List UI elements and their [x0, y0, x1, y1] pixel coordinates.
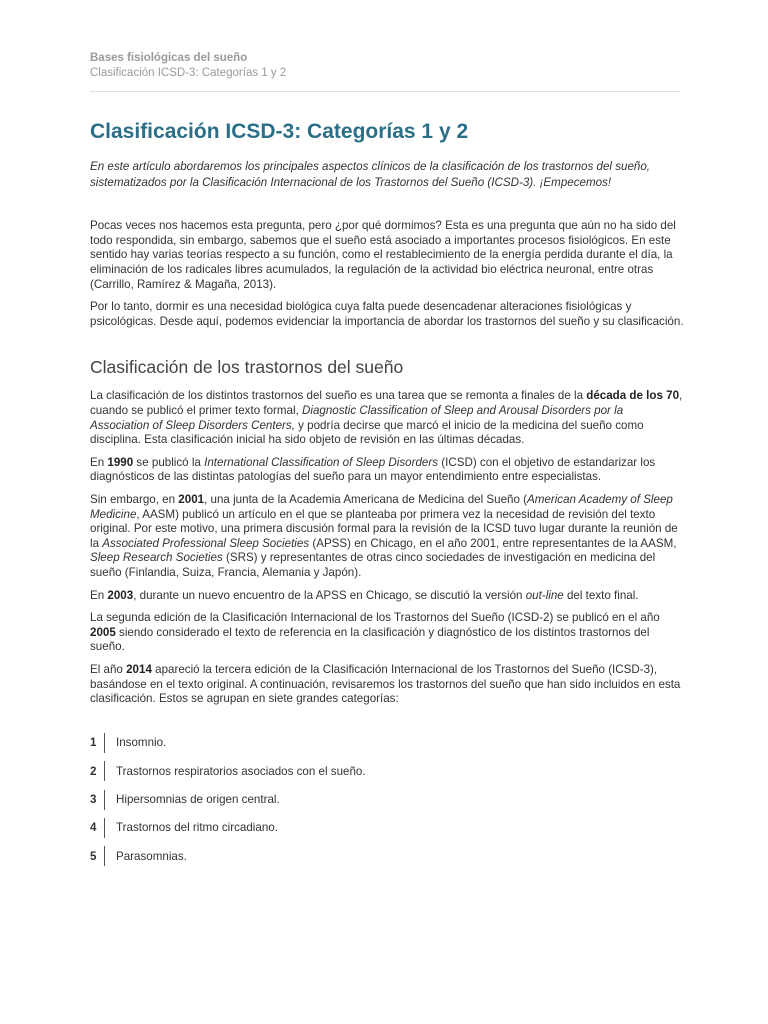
paragraph	[90, 663, 685, 707]
article-intro: En este artículo abordaremos los principales aspectos clínicos de la clasificación de los trastornos del sueño, sistematizados por la Clasificación Internacional de los Trastornos del Sueño (ICSD-3). ¡Empecemos!	[90, 160, 651, 190]
header-divider	[90, 91, 680, 92]
list-item-label: Trastornos del ritmo circadiano.	[116, 821, 278, 835]
list-item	[90, 846, 685, 866]
paragraph	[90, 611, 685, 655]
text-run: En	[90, 588, 108, 602]
list-item-label: Trastornos respiratorios asociados con el sueño.	[116, 764, 366, 778]
italic-text: Diagnostic Classification of Sleep and Arousal Disorders por la Association of Sleep Disorders Centers,	[90, 404, 624, 432]
list-item	[90, 733, 685, 753]
paragraph: Por lo tanto, dormir es una necesidad biológica cuya falta puede desencadenar alteraciones fisiológicas y psicológicas. Desde aquí, podemos evidenciar la importancia de abordar los trastornos del sueño y su clasificación.	[90, 300, 684, 328]
list-divider	[104, 846, 105, 866]
text-run: La segunda edición de la Clasificación Internacional de los Trastornos del Sueño (ICSD-2) se publicó en el año	[90, 611, 660, 625]
text-run: se publicó la	[133, 455, 205, 469]
list-number: 3	[90, 793, 97, 807]
text-run: siendo considerado el texto de referencia en la clasificación y diagnóstico de los distintos trastornos del sueño.	[90, 625, 650, 654]
paragraph	[90, 456, 685, 485]
bold-text: 2001	[178, 493, 205, 507]
list-divider	[104, 733, 105, 753]
paragraph	[90, 589, 685, 604]
italic-text: out-line	[525, 588, 564, 602]
text-run: , una junta de la Academia Americana de Medicina del Sueño (	[204, 493, 527, 507]
list-divider	[104, 761, 105, 781]
list-divider	[104, 818, 105, 838]
list-number: 1	[90, 736, 97, 750]
section-title: Clasificación de los trastornos del sueño	[90, 357, 404, 378]
italic-text: International Classification of Sleep Disorders	[204, 455, 439, 469]
paragraph	[90, 493, 685, 581]
text-run: En	[90, 455, 108, 469]
text-run: (ICSD) con el objetivo de estandarizar los diagnósticos de las distintas patologías del sueño para un mayor entendimiento entre especialistas.	[90, 455, 656, 484]
category-list	[90, 733, 685, 867]
breadcrumb	[90, 52, 680, 79]
italic-text: American Academy of Sleep Medicine	[90, 493, 673, 521]
list-item	[90, 818, 685, 838]
bold-text: 2005	[90, 625, 116, 639]
bold-text: 2003	[107, 588, 134, 602]
list-number: 2	[90, 764, 97, 778]
text-run: y podría decirse que marcó el inicio de la medicina del sueño como disciplina. Esta clasificación inicial ha sido objeto de revisión en las últimas décadas.	[90, 418, 644, 447]
list-number: 5	[90, 849, 97, 863]
list-item-label: Parasomnias.	[116, 849, 187, 863]
text-run: , AASM) publicó un artículo en el que se planteaba por primera vez la necesidad de revisión del texto original. Por este motivo, una primera discusión formal para la revisión de la ICSD tuvo lugar durante la reunión de la	[90, 507, 678, 550]
paragraph: Pocas veces nos hacemos esta pregunta, pero ¿por qué dormimos? Esta es una pregunta que aún no ha sido del todo respondida, sin embargo, sabemos que el sueño está asociado a importantes procesos fisiológicos. En este sentido hay varias teorías respecto a su función, como el restablecimiento de la energía perdida durante el día, la eliminación de los radicales libres acumulados, la regulación de la actividad bio eléctrica neuronal, entre otras (Carrillo, Ramírez & Magaña, 2013).	[90, 219, 676, 291]
paragraph	[90, 389, 685, 447]
article	[90, 118, 685, 875]
list-item-label: Insomnio.	[116, 736, 167, 750]
list-item	[90, 761, 685, 781]
italic-text: Associated Professional Sleep Societies	[102, 536, 310, 550]
list-number: 4	[90, 821, 97, 835]
text-run: Sin embargo, en	[90, 493, 179, 507]
course-title: Bases fisiológicas del sueño	[90, 52, 248, 64]
lesson-title: Clasificación ICSD-3: Categorías 1 y 2	[90, 67, 287, 79]
italic-text: Sleep Research Societies	[90, 551, 223, 565]
text-run: (SRS) y representantes de otras cinco sociedades de investigación en medicina del sueño (Finlandia, Suiza, Francia, Alemania y Japón).	[90, 551, 656, 579]
list-divider	[104, 790, 105, 810]
article-title: Clasificación ICSD-3: Categorías 1 y 2	[90, 120, 469, 143]
bold-text: 1990	[107, 455, 134, 469]
text-run: , durante un nuevo encuentro de la APSS en Chicago, se discutió la versión	[133, 588, 526, 602]
text-run: La clasificación de los distintos trastornos del sueño es una tarea que se remonta a finales de la	[90, 389, 587, 403]
text-run: del texto final.	[563, 588, 639, 602]
text-run: (APSS) en Chicago, en el año 2001, entre representantes de la AASM,	[309, 536, 677, 550]
bold-text: década de los 70	[586, 389, 680, 403]
list-item-label: Hipersomnias de origen central.	[116, 793, 280, 807]
bold-text: 2014	[126, 662, 152, 676]
text-run: , cuando se publicó el primer texto formal,	[90, 389, 683, 418]
text-run: El año	[90, 662, 127, 676]
text-run: apareció la tercera edición de la Clasificación Internacional de los Trastornos del Sueño (ICSD-3), basándose en el texto original. A continuación, revisaremos los trastornos del sueño que han sido incluidos en esta clasificación. Estos se agrupan en siete grandes categorías:	[90, 662, 681, 706]
list-item	[90, 790, 685, 810]
